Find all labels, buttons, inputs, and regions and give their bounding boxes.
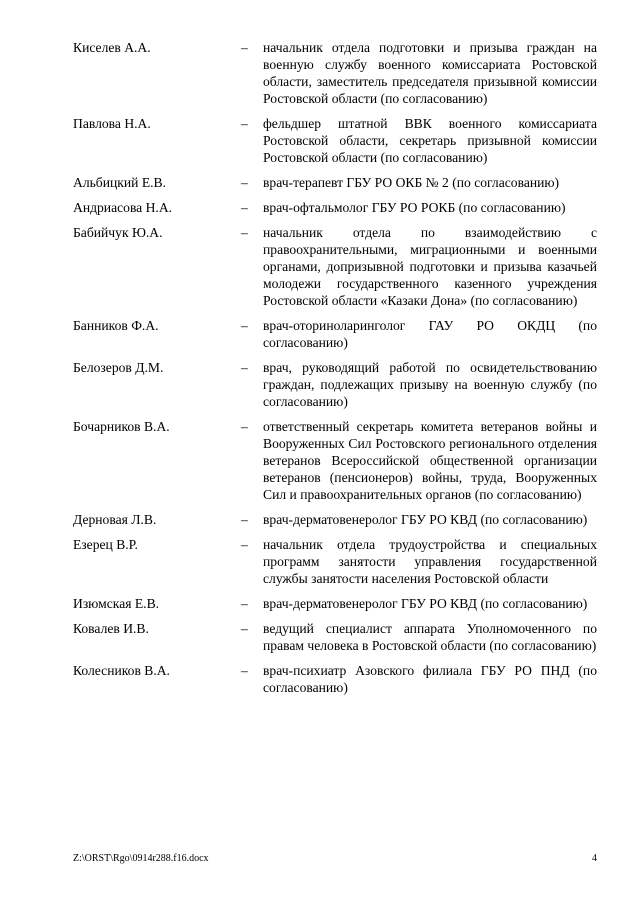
list-item <box>73 620 597 654</box>
dash-separator: – <box>241 225 248 240</box>
list-item <box>73 317 597 351</box>
member-position: врач-терапевт ГБУ РО ОКБ № 2 (по согласованию) <box>263 175 560 190</box>
member-position: врач-психиатр Азовского филиала ГБУ РО ПНД (по согласованию) <box>263 663 597 695</box>
list-item <box>73 199 597 216</box>
member-name: Белозеров Д.М. <box>73 360 164 375</box>
member-position: ответственный секретарь комитета ветеранов войны и Вооруженных Сил Ростовского регионального отделения ветеранов Всероссийской общественной организации ветеранов (пенсионеров) войны, труда, Вооруженных Сил и правоохранительных органов (по согласованию) <box>263 419 597 502</box>
member-position: начальник отдела по взаимодействию с правоохранительными, миграционными и военными органами, допризывной подготовки и призыва казачьей молодежи государственного казенного учреждения Ростовской области «Казаки Дона» (по согласованию) <box>263 225 597 308</box>
list-item <box>73 39 597 107</box>
member-position: врач-оториноларинголог ГАУ РО ОКДЦ (по согласованию) <box>263 318 597 350</box>
list-item <box>73 115 597 166</box>
member-name: Колесников В.А. <box>73 663 170 678</box>
commission-members-list <box>73 39 597 704</box>
member-name: Бочарников В.А. <box>73 419 170 434</box>
list-item <box>73 595 597 612</box>
member-position: врач, руководящий работой по освидетельствованию граждан, подлежащих призыву на военную службу (по согласованию) <box>263 360 597 409</box>
member-name: Банников Ф.А. <box>73 318 159 333</box>
member-position: врач-дерматовенеролог ГБУ РО КВД (по согласованию) <box>263 512 588 527</box>
member-position: врач-офтальмолог ГБУ РО РОКБ (по согласованию) <box>263 200 566 215</box>
dash-separator: – <box>241 537 248 552</box>
dash-separator: – <box>241 621 248 636</box>
member-name: Изюмская Е.В. <box>73 596 160 611</box>
member-name: Павлова Н.А. <box>73 116 151 131</box>
file-path: Z:\ORST\Rgo\0914r288.f16.docx <box>73 853 209 864</box>
dash-separator: – <box>241 175 248 190</box>
member-name: Езерец В.Р. <box>73 537 138 552</box>
member-name: Бабийчук Ю.А. <box>73 225 163 240</box>
member-position: ведущий специалист аппарата Уполномоченного по правам человека в Ростовской области (по согласованию) <box>263 621 597 653</box>
member-position: врач-дерматовенеролог ГБУ РО КВД (по согласованию) <box>263 596 588 611</box>
list-item <box>73 359 597 410</box>
member-position: начальник отдела трудоустройства и специальных программ занятости управления государственной службы занятости населения Ростовской области <box>263 537 597 586</box>
dash-separator: – <box>241 116 248 131</box>
member-position: фельдшер штатной ВВК военного комиссариата Ростовской области, секретарь призывной комиссии Ростовской области (по согласованию) <box>263 116 597 165</box>
list-item <box>73 536 597 587</box>
page-footer <box>73 853 597 865</box>
dash-separator: – <box>241 40 248 55</box>
member-name: Ковалев И.В. <box>73 621 149 636</box>
list-item <box>73 224 597 309</box>
member-name: Дерновая Л.В. <box>73 512 157 527</box>
dash-separator: – <box>241 200 248 215</box>
list-item <box>73 418 597 503</box>
page-number: 4 <box>592 853 597 864</box>
dash-separator: – <box>241 360 248 375</box>
dash-separator: – <box>241 419 248 434</box>
member-position: начальник отдела подготовки и призыва граждан на военную службу военного комиссариата Ростовской области, заместитель председателя призывной комиссии Ростовской области (по согласованию) <box>263 40 597 106</box>
dash-separator: – <box>241 596 248 611</box>
dash-separator: – <box>241 663 248 678</box>
member-name: Альбицкий Е.В. <box>73 175 166 190</box>
member-name: Андриасова Н.А. <box>73 200 173 215</box>
list-item <box>73 174 597 191</box>
member-name: Киселев А.А. <box>73 40 151 55</box>
list-item <box>73 511 597 528</box>
list-item <box>73 662 597 696</box>
dash-separator: – <box>241 318 248 333</box>
dash-separator: – <box>241 512 248 527</box>
